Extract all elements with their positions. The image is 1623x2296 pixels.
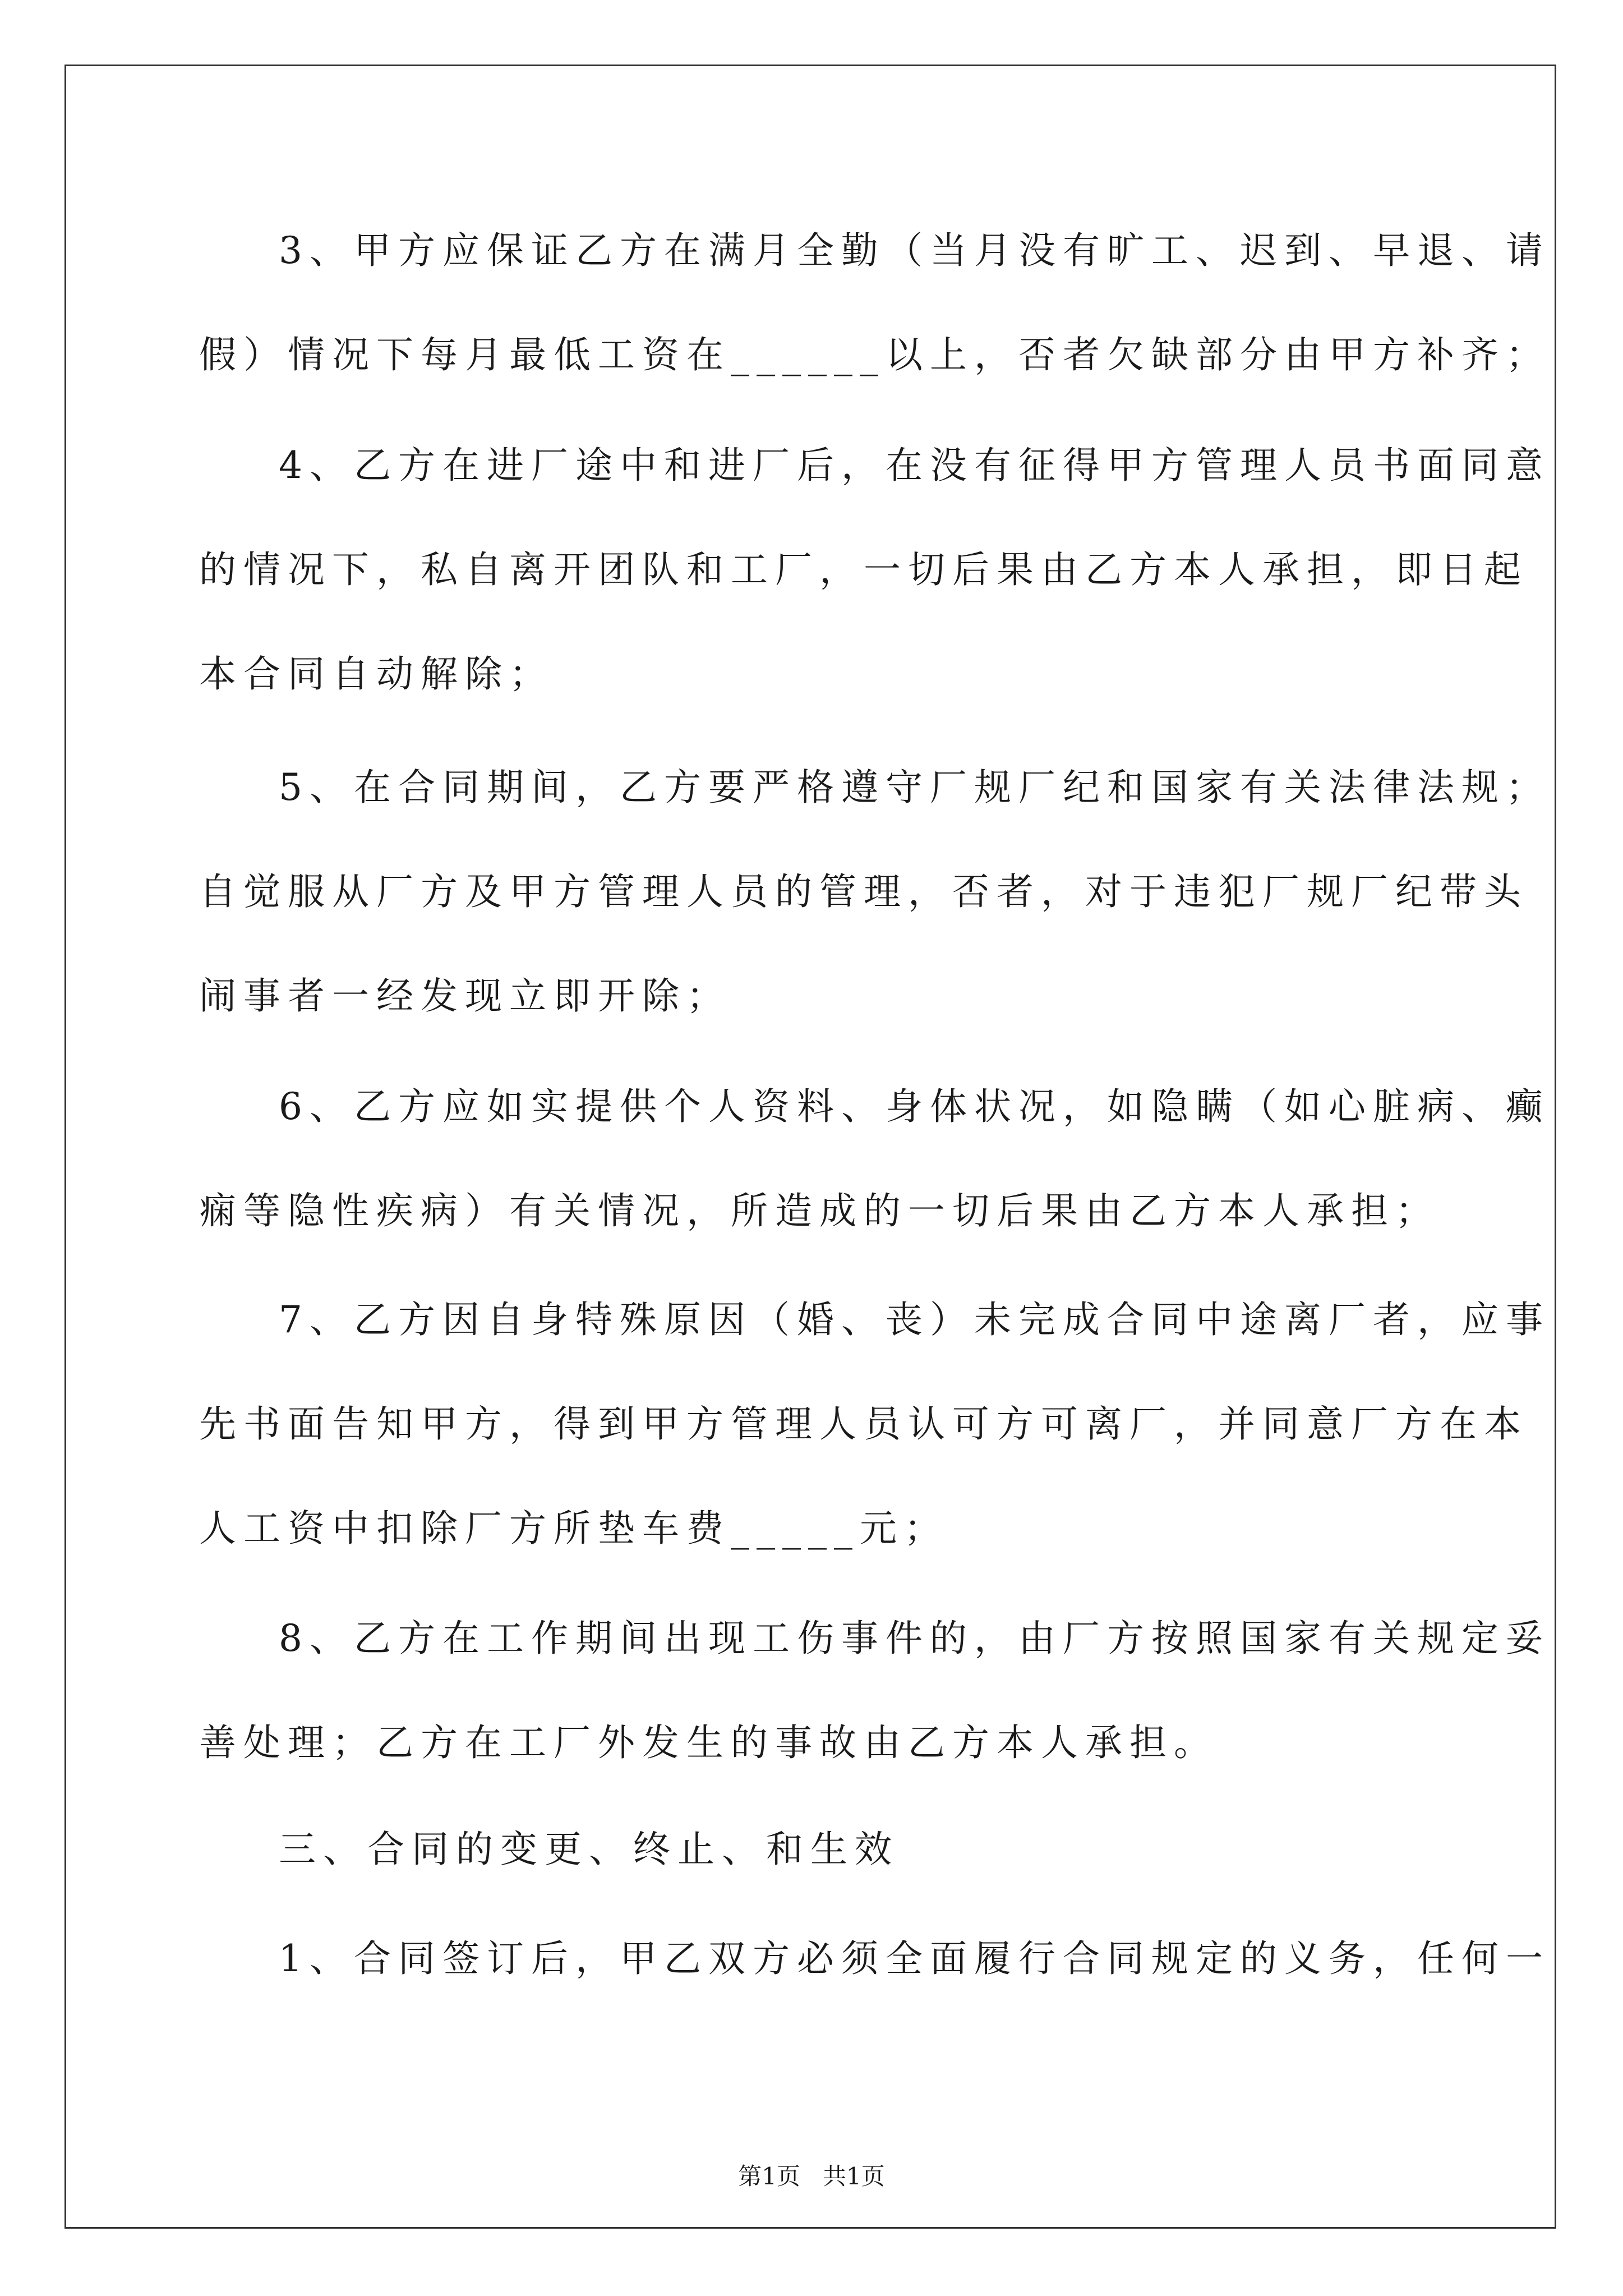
- section-3-heading: 三、合同的变更、终止、和生效: [279, 1828, 899, 1871]
- clause-3-line-1: 3、甲方应保证乙方在满月全勤（当月没有旷工、迟到、早退、请: [279, 229, 1550, 272]
- clause-5-line-1: 5、在合同期间，乙方要严格遵守厂规厂纪和国家有关法律法规；: [279, 766, 1550, 809]
- clause-3-line-2: 假）情况下每月最低工资在______以上，否者欠缺部分由甲方补齐；: [199, 333, 1550, 376]
- page-footer: 第1页 共1页: [738, 2162, 885, 2190]
- clause-5-line-2: 自觉服从厂方及甲方管理人员的管理，否者，对于违犯厂规厂纪带头: [199, 870, 1528, 913]
- clause-8-line-1: 8、乙方在工作期间出现工伤事件的，由厂方按照国家有关规定妥: [279, 1617, 1550, 1660]
- clause-7-line-1: 7、乙方因自身特殊原因（婚、丧）未完成合同中途离厂者，应事: [279, 1298, 1550, 1341]
- clause-4-line-2: 的情况下，私自离开团队和工厂，一切后果由乙方本人承担，即日起: [199, 548, 1528, 591]
- clause-6-line-1: 6、乙方应如实提供个人资料、身体状况，如隐瞒（如心脏病、癫: [279, 1085, 1550, 1128]
- page-border: [64, 65, 1556, 2229]
- clause-8-line-2: 善处理；乙方在工厂外发生的事故由乙方本人承担。: [199, 1721, 1218, 1764]
- clause-7-line-3: 人工资中扣除厂方所垫车费_____元；: [199, 1507, 948, 1550]
- clause-6-line-2: 痫等隐性疾病）有关情况，所造成的一切后果由乙方本人承担；: [199, 1189, 1440, 1232]
- clause-4-line-1: 4、乙方在进厂途中和进厂后，在没有征得甲方管理人员书面同意: [279, 444, 1550, 487]
- section-3-clause-1-line-1: 1、合同签订后，甲乙双方必须全面履行合同规定的义务，任何一: [279, 1937, 1550, 1980]
- clause-5-line-3: 闹事者一经发现立即开除；: [199, 974, 731, 1018]
- clause-7-line-2: 先书面告知甲方，得到甲方管理人员认可方可离厂，并同意厂方在本: [199, 1402, 1528, 1446]
- clause-4-line-3: 本合同自动解除；: [199, 652, 554, 696]
